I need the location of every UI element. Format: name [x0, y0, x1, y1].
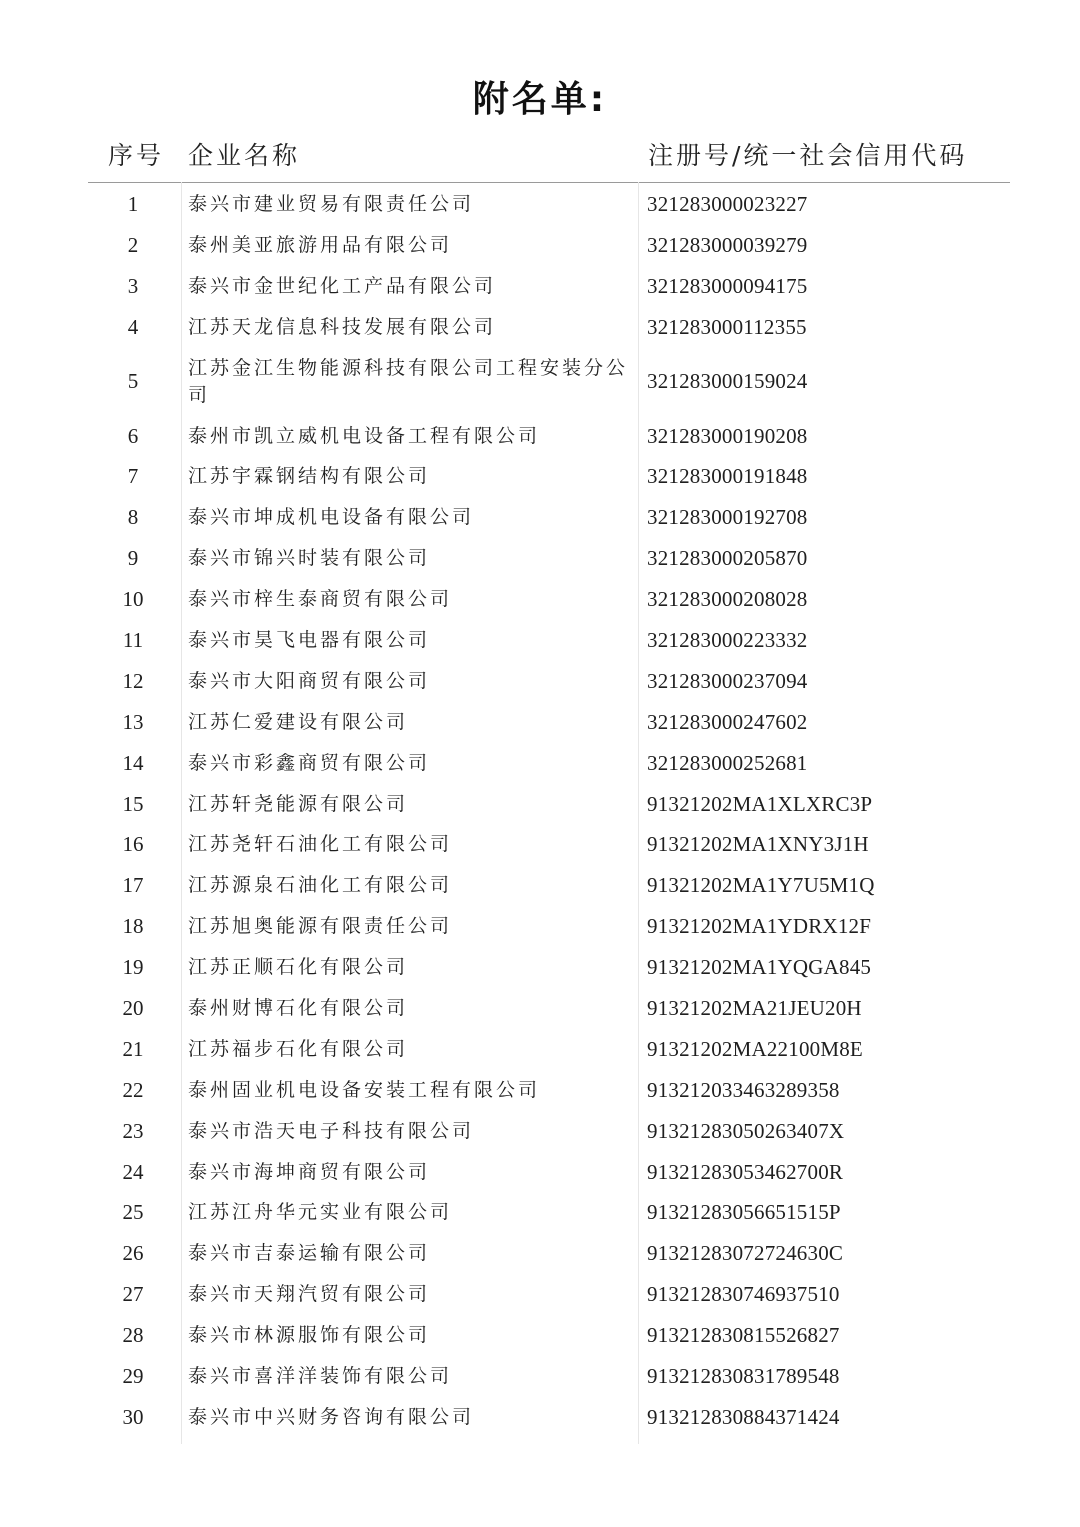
- row-registration-code: 91321283056651515P: [647, 1200, 841, 1225]
- row-registration-code: 91321202MA1XLXRC3P: [647, 791, 873, 816]
- table-row: [88, 579, 1010, 620]
- row-registration-code: 321283000252681: [647, 750, 808, 775]
- table-row: [88, 225, 1010, 266]
- table-row: [88, 1356, 1010, 1397]
- table-row: [88, 988, 1010, 1029]
- row-seq: 27: [122, 1282, 144, 1307]
- row-seq: 28: [122, 1323, 144, 1348]
- row-company-name: 泰兴市坤成机电设备有限公司: [188, 506, 475, 529]
- row-company-name: 泰兴市彩鑫商贸有限公司: [188, 751, 431, 774]
- row-registration-code: 321283000159024: [647, 369, 808, 394]
- row-registration-code: 321283000237094: [647, 668, 808, 693]
- row-registration-code: 91321202MA1YDRX12F: [647, 914, 872, 939]
- row-company-name: 泰兴市锦兴时装有限公司: [188, 547, 431, 570]
- table-row: [88, 661, 1010, 702]
- table-row: [88, 266, 1010, 307]
- table-row: [88, 1029, 1010, 1070]
- company-table: [88, 184, 1010, 1438]
- row-seq: 9: [127, 546, 139, 571]
- row-seq: 6: [127, 423, 139, 448]
- row-registration-code: 321283000247602: [647, 709, 808, 734]
- row-seq: 24: [122, 1159, 144, 1184]
- row-seq: 18: [122, 914, 144, 939]
- row-seq: 7: [127, 464, 139, 489]
- table-row: [88, 1233, 1010, 1274]
- row-registration-code: 91321283072724630C: [647, 1241, 844, 1266]
- table-row: [88, 1315, 1010, 1356]
- row-registration-code: 321283000190208: [647, 423, 808, 448]
- row-seq: 25: [122, 1200, 144, 1225]
- row-company-name: 江苏福步石化有限公司: [188, 1037, 409, 1060]
- table-row: [88, 1070, 1010, 1111]
- header-registration-code: 注册号/统一社会信用代码: [648, 141, 968, 170]
- row-registration-code: 321283000191848: [647, 464, 808, 489]
- row-registration-code: 91321202MA22100M8E: [647, 1036, 863, 1061]
- table-row: [88, 620, 1010, 661]
- row-seq: 20: [122, 995, 144, 1020]
- row-registration-code: 321283000023227: [647, 191, 808, 216]
- row-registration-code: 321283000208028: [647, 587, 808, 612]
- table-row: [88, 307, 1010, 348]
- row-company-name: 泰兴市建业贸易有限责任公司: [188, 192, 475, 215]
- row-seq: 4: [127, 314, 139, 339]
- table-row: [88, 1111, 1010, 1152]
- table-row: [88, 1152, 1010, 1193]
- row-company-name: 江苏江舟华元实业有限公司: [188, 1201, 453, 1224]
- row-registration-code: 91321283050263407X: [647, 1118, 845, 1143]
- row-company-name: 泰兴市吉泰运输有限公司: [188, 1242, 431, 1265]
- row-company-name: 泰兴市大阳商贸有限公司: [188, 669, 431, 692]
- row-company-name: 泰兴市梓生泰商贸有限公司: [188, 588, 453, 611]
- row-registration-code: 913212830831789548: [647, 1363, 840, 1388]
- row-company-name: 泰兴市中兴财务咨询有限公司: [188, 1405, 475, 1428]
- table-row: [88, 702, 1010, 743]
- table-row: [88, 538, 1010, 579]
- row-company-name: 江苏天龙信息科技发展有限公司: [188, 315, 497, 338]
- row-registration-code: 91321202MA1XNY3J1H: [647, 832, 869, 857]
- row-seq: 16: [122, 832, 144, 857]
- table-row: [88, 1274, 1010, 1315]
- row-seq: 2: [127, 232, 139, 257]
- row-seq: 12: [122, 668, 144, 693]
- row-seq: 26: [122, 1241, 144, 1266]
- table-row: [88, 348, 1010, 416]
- row-seq: 10: [122, 587, 144, 612]
- row-seq: 1: [127, 191, 139, 216]
- row-seq: 11: [122, 627, 144, 652]
- row-company-name: 泰兴市天翔汽贸有限公司: [188, 1283, 431, 1306]
- header-company-name: 企业名称: [188, 141, 301, 170]
- table-row: [88, 743, 1010, 784]
- row-company-name: 江苏轩尧能源有限公司: [188, 792, 409, 815]
- table-row: [88, 416, 1010, 457]
- row-seq: 22: [122, 1077, 144, 1102]
- table-row: [88, 906, 1010, 947]
- row-company-name: 泰州财博石化有限公司: [188, 996, 409, 1019]
- row-company-name: 泰兴市浩天电子科技有限公司: [188, 1119, 475, 1142]
- table-row: [88, 947, 1010, 988]
- row-seq: 17: [122, 873, 144, 898]
- row-seq: 29: [122, 1363, 144, 1388]
- table-row: [88, 497, 1010, 538]
- table-row: [88, 784, 1010, 825]
- row-company-name: 泰兴市金世纪化工产品有限公司: [188, 274, 497, 297]
- row-seq: 19: [122, 955, 144, 980]
- row-seq: 8: [127, 505, 139, 530]
- row-seq: 30: [122, 1404, 144, 1429]
- row-company-name: 江苏尧轩石油化工有限公司: [188, 833, 453, 856]
- table-row: [88, 456, 1010, 497]
- row-registration-code: 91321202MA1Y7U5M1Q: [647, 873, 875, 898]
- row-company-name: 泰兴市昊飞电器有限公司: [188, 628, 431, 651]
- row-seq: 23: [122, 1118, 144, 1143]
- row-registration-code: 913212033463289358: [647, 1077, 840, 1102]
- row-company-name: 泰州美亚旅游用品有限公司: [188, 233, 453, 256]
- row-company-name: 泰州市凯立威机电设备工程有限公司: [188, 424, 541, 447]
- row-registration-code: 321283000223332: [647, 627, 808, 652]
- row-company-name: 江苏仁爱建设有限公司: [188, 710, 409, 733]
- row-company-name: 江苏旭奥能源有限责任公司: [188, 915, 453, 938]
- row-registration-code: 321283000192708: [647, 505, 808, 530]
- row-company-name: 江苏源泉石油化工有限公司: [188, 874, 453, 897]
- row-registration-code: 913212830884371424: [647, 1404, 840, 1429]
- table-row: [88, 1192, 1010, 1233]
- row-company-name: 江苏宇霖钢结构有限公司: [188, 465, 431, 488]
- row-registration-code: 913212830746937510: [647, 1282, 840, 1307]
- row-seq: 3: [127, 273, 139, 298]
- row-company-name: 江苏金江生物能源科技有限公司工程安装分公司: [188, 356, 629, 406]
- row-registration-code: 91321283053462700R: [647, 1159, 844, 1184]
- row-registration-code: 321283000094175: [647, 273, 808, 298]
- row-registration-code: 91321202MA21JEU20H: [647, 995, 862, 1020]
- row-registration-code: 913212830815526827: [647, 1323, 840, 1348]
- row-seq: 14: [122, 750, 144, 775]
- row-company-name: 泰州固业机电设备安装工程有限公司: [188, 1078, 541, 1101]
- header-seq: 序号: [108, 141, 165, 170]
- row-registration-code: 91321202MA1YQGA845: [647, 955, 872, 980]
- row-registration-code: 321283000039279: [647, 232, 808, 257]
- row-seq: 15: [122, 791, 144, 816]
- row-company-name: 江苏正顺石化有限公司: [188, 956, 409, 979]
- row-company-name: 泰兴市海坤商贸有限公司: [188, 1160, 431, 1183]
- table-header: [88, 132, 1010, 183]
- row-registration-code: 321283000205870: [647, 546, 808, 571]
- table-row: [88, 184, 1010, 225]
- row-company-name: 泰兴市喜洋洋装饰有限公司: [188, 1364, 453, 1387]
- row-registration-code: 321283000112355: [647, 314, 807, 339]
- row-seq: 21: [122, 1036, 144, 1061]
- row-seq: 5: [127, 369, 139, 394]
- row-company-name: 泰兴市林源服饰有限公司: [188, 1324, 431, 1347]
- row-seq: 13: [122, 709, 144, 734]
- table-row: [88, 824, 1010, 865]
- table-row: [88, 865, 1010, 906]
- table-row: [88, 1397, 1010, 1438]
- document-title: 附名单:: [472, 79, 608, 120]
